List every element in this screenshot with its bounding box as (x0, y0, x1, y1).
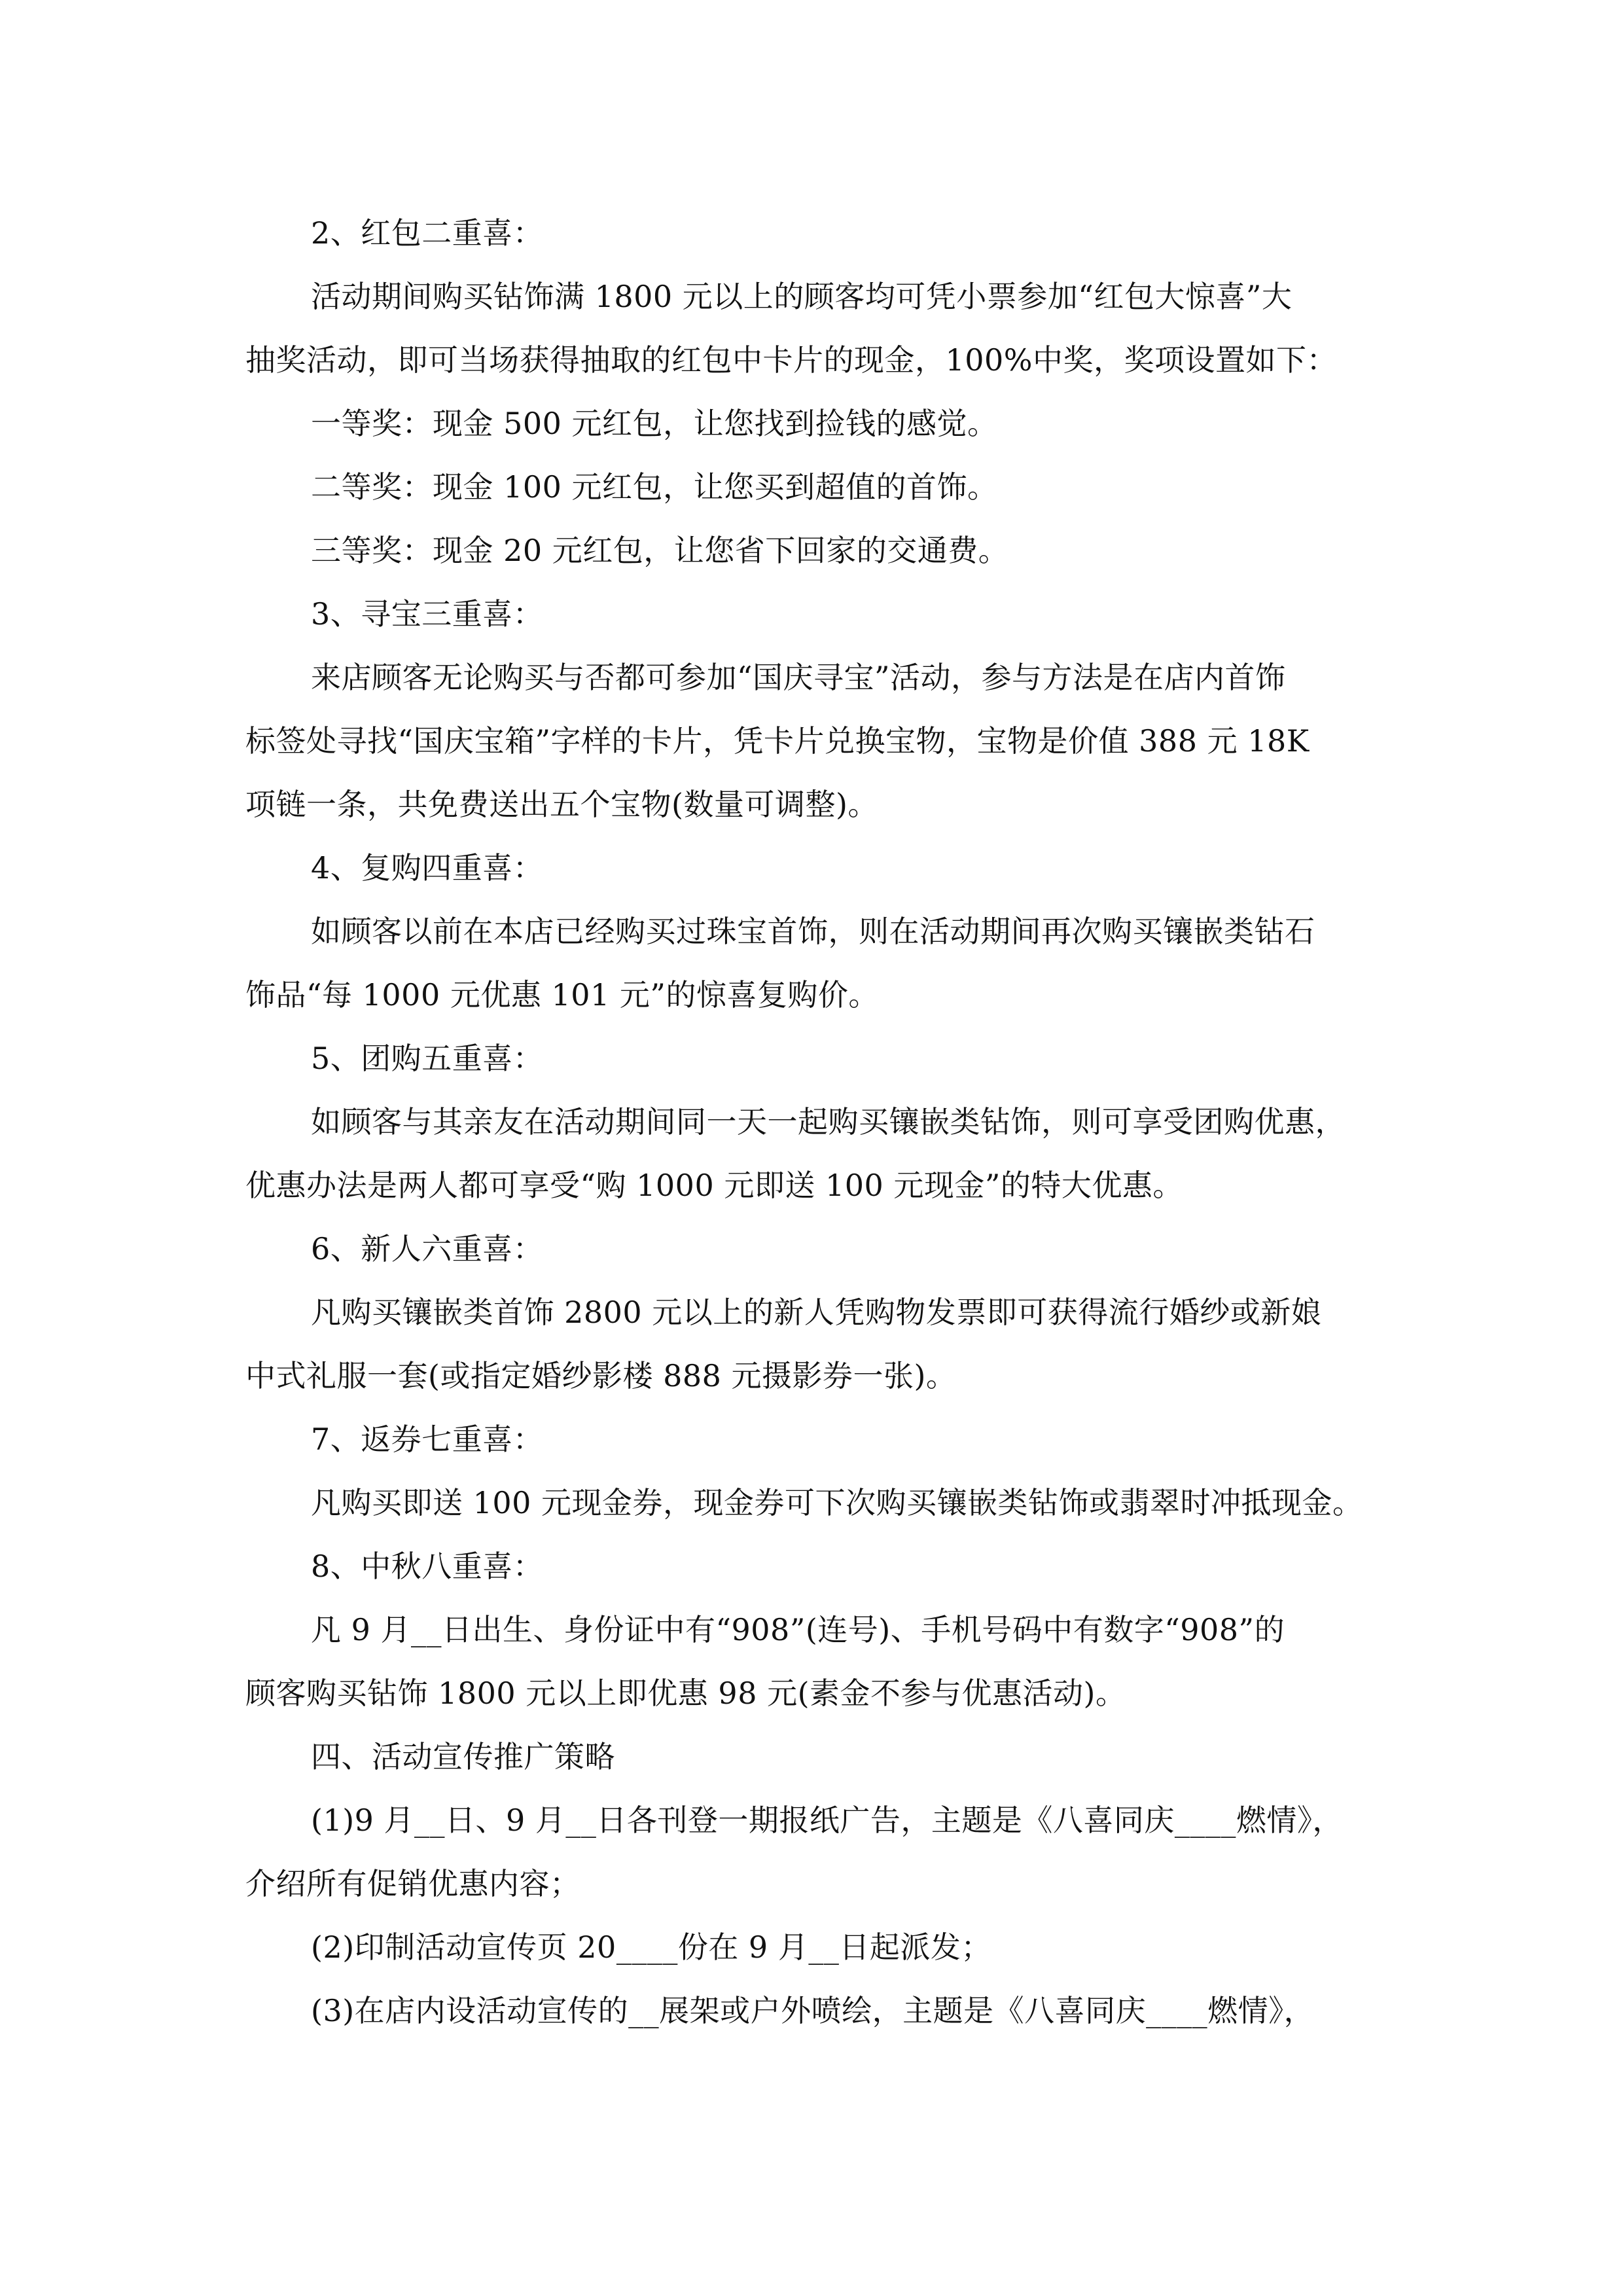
paragraph-line: 中式礼服一套(或指定婚纱影楼 888 元摄影券一张)。 (245, 1358, 957, 1393)
paragraph-line: 如顾客与其亲友在活动期间同一天一起购买镶嵌类钻饰，则可享受团购优惠， (311, 1104, 1346, 1139)
section-heading-red-envelope: 2、红包二重喜： (311, 215, 544, 251)
prize-second: 二等奖：现金 100 元红包，让您买到超值的首饰。 (311, 469, 998, 505)
paragraph-line: 顾客购买钻饰 1800 元以上即优惠 98 元(素金不参与优惠活动)。 (245, 1676, 1126, 1711)
paragraph-line: 活动期间购买钻饰满 1800 元以上的顾客均可凭小票参加“红包大惊喜”大 (311, 279, 1293, 314)
paragraph-line: 优惠办法是两人都可享受“购 1000 元即送 100 元现金”的特大优惠。 (245, 1168, 1183, 1203)
paragraph-line: 标签处寻找“国庆宝箱”字样的卡片，凭卡片兑换宝物，宝物是价值 388 元 18K (245, 723, 1310, 759)
section-heading-promotion-strategy: 四、活动宣传推广策略 (311, 1739, 615, 1774)
paragraph-line: 项链一条，共免费送出五个宝物(数量可调整)。 (245, 787, 878, 822)
paragraph-line: 凡 9 月__日出生、身份证中有“908”(连号)、手机号码中有数字“908”的 (311, 1612, 1285, 1647)
paragraph-line: 来店顾客无论购买与否都可参加“国庆寻宝”活动，参与方法是在店内首饰 (311, 660, 1286, 695)
paragraph-line: 凡购买即送 100 元现金券，现金券可下次购买镶嵌类钻饰或翡翠时冲抵现金。 (311, 1485, 1363, 1520)
section-heading-group-buy: 5、团购五重喜： (311, 1041, 544, 1076)
list-item-2: (2)印制活动宣传页 20____份在 9 月__日起派发； (311, 1929, 991, 1965)
section-heading-newlyweds: 6、新人六重喜： (311, 1231, 544, 1266)
paragraph-line: 介绍所有促销优惠内容； (245, 1866, 580, 1901)
list-item-1: (1)9 月__日、9 月__日各刊登一期报纸广告，主题是《八喜同庆____燃情》， (311, 1803, 1343, 1838)
list-item-3: (3)在店内设活动宣传的__展架或户外喷绘，主题是《八喜同庆____燃情》， (311, 1993, 1315, 2028)
paragraph-line: 如顾客以前在本店已经购买过珠宝首饰，则在活动期间再次购买镶嵌类钻石 (311, 914, 1315, 949)
paragraph-line: 凡购买镶嵌类首饰 2800 元以上的新人凭购物发票即可获得流行婚纱或新娘 (311, 1295, 1322, 1330)
prize-third: 三等奖：现金 20 元红包，让您省下回家的交通费。 (311, 533, 1009, 568)
prize-first: 一等奖：现金 500 元红包，让您找到捡钱的感觉。 (311, 406, 998, 441)
section-heading-treasure-hunt: 3、寻宝三重喜： (311, 596, 544, 632)
document-body (245, 202, 1381, 2043)
paragraph-line: 抽奖活动，即可当场获得抽取的红包中卡片的现金，100%中奖，奖项设置如下： (245, 342, 1338, 378)
section-heading-mid-autumn: 8、中秋八重喜： (311, 1549, 544, 1584)
paragraph-line: 饰品“每 1000 元优惠 101 元”的惊喜复购价。 (245, 977, 879, 1013)
section-heading-voucher: 7、返券七重喜： (311, 1422, 544, 1457)
section-heading-repurchase: 4、复购四重喜： (311, 850, 544, 886)
